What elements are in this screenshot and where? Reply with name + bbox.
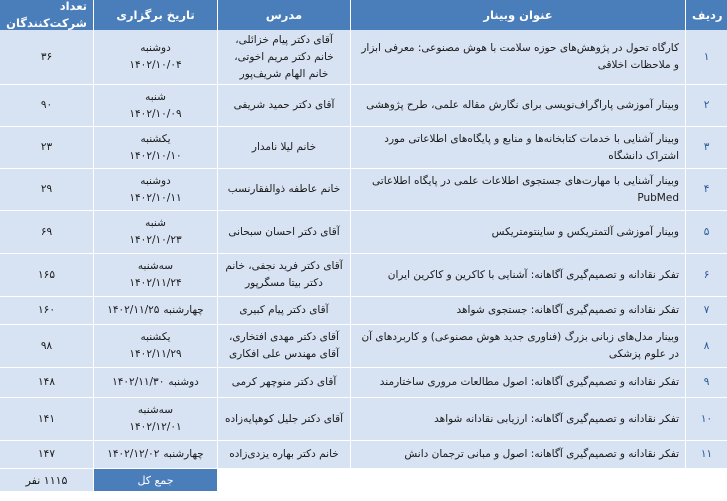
table-row (0, 169, 727, 211)
row-no: ۵ (685, 211, 727, 253)
row-title: وبینار آموزشی پاراگراف‌نویسی برای نگارش مقاله علمی، طرح پژوهشی (350, 85, 685, 126)
row-teacher: خانم دکتر بهاره یزدی‌زاده (217, 441, 350, 468)
row-teacher: آقای دکتر پیام کبیری (217, 297, 350, 324)
row-date-value: ۱۴۰۲/۱۱/۲۴ (129, 277, 182, 289)
row-count: ۳۶ (40, 50, 53, 63)
row-count: ۹۸ (40, 339, 53, 352)
row-date (93, 169, 217, 210)
summary-spacer (217, 469, 727, 491)
row-date (93, 368, 217, 397)
row-teacher: آقای دکتر حمید شریفی (217, 85, 350, 126)
row-no: ۹ (685, 368, 727, 397)
table-row (0, 297, 727, 325)
row-count: ۲۹ (40, 183, 53, 195)
row-date (93, 398, 217, 440)
table-row (0, 368, 727, 398)
row-no: ۱ (685, 30, 727, 84)
row-date-value: ۱۴۰۲/۱۲/۰۲ (107, 448, 160, 460)
row-date-value: ۱۴۰۲/۱۲/۰۱ (129, 421, 182, 433)
row-teacher: آقای دکتر جلیل کوهپایه‌زاده (217, 398, 350, 440)
row-no: ۶ (685, 254, 727, 296)
row-no: ۱۱ (685, 441, 727, 468)
row-title: تفکر نقادانه و تصمیم‌گیری آگاهانه: اصول و مبانی ترجمان دانش (350, 441, 685, 468)
row-no: ۸ (685, 325, 727, 367)
row-day: چهارشنبه (163, 304, 204, 316)
row-day: سه‌شنبه (137, 260, 174, 272)
row-no: ۲ (685, 85, 727, 126)
row-day: دوشنبه (168, 376, 199, 388)
table-row (0, 30, 727, 85)
header-teacher: مدرس (217, 0, 350, 30)
row-teacher: آقای دکتر منوچهر کرمی (217, 368, 350, 397)
row-teacher: آقای دکتر پیام خزائلی، خانم دکتر مریم اخوتی، خانم الهام شریف‌پور (217, 30, 350, 84)
row-date-value: ۱۴۰۲/۱۰/۱۰ (129, 149, 182, 162)
summary-label: جمع کل (93, 469, 217, 491)
row-date (93, 30, 217, 84)
row-date (93, 85, 217, 126)
row-date (93, 325, 217, 367)
table-header (0, 0, 727, 30)
row-title: وبینار آموزشی آلتمتریکس و ساینتومتریکس (350, 211, 685, 253)
row-count: ۲۳ (40, 141, 53, 153)
header-title: عنوان وبینار (350, 0, 685, 30)
row-teacher: آقای دکتر مهدی افتخاری، آقای مهندس علی افکاری (217, 325, 350, 367)
row-title: وبینار مدل‌های زبانی بزرگ (فناوری جدید هوش مصنوعی) و کاربردهای آن در علوم پزشکی (350, 325, 685, 367)
row-date-value: ۱۴۰۲/۱۰/۲۳ (129, 234, 182, 246)
row-teacher: آقای دکتر فرید نجفی، خانم دکتر بیتا مسگرپور (217, 254, 350, 296)
row-day: دوشنبه (140, 174, 171, 187)
row-day: دوشنبه (140, 42, 171, 54)
summary-value: ۱۱۱۵ نفر (0, 469, 93, 491)
row-date-value: ۱۴۰۲/۱۰/۰۹ (129, 107, 182, 120)
row-title: وبینار آشنایی با مهارت‌های جستجوی اطلاعات علمی در پایگاه اطلاعاتی PubMed (350, 169, 685, 210)
row-date (93, 254, 217, 296)
row-date-value: ۱۴۰۲/۱۰/۰۴ (129, 59, 182, 71)
row-teacher: خانم عاطفه ذوالفقارنسب (217, 169, 350, 210)
row-date-value: ۱۴۰۲/۱۰/۱۱ (129, 191, 182, 204)
table-row (0, 398, 727, 441)
row-date (93, 441, 217, 468)
row-title: تفکر نقادانه و تصمیم‌گیری آگاهانه: آشنایی با کاکرین و کاکرین ایران (350, 254, 685, 296)
row-title: تفکر نقادانه و تصمیم‌گیری آگاهانه: جستجوی شواهد (350, 297, 685, 324)
row-day: شنبه (145, 90, 166, 103)
row-date (93, 297, 217, 324)
header-date: تاریخ برگزاری (93, 0, 217, 30)
row-day: شنبه (145, 217, 166, 229)
summary-row (0, 469, 727, 491)
row-teacher: خانم لیلا نامدار (217, 127, 350, 168)
row-date-value: ۱۴۰۲/۱۱/۲۹ (129, 348, 182, 360)
row-day: چهارشنبه (163, 448, 204, 460)
row-count: ۱۴۱ (38, 412, 55, 425)
row-count: ۱۶۰ (38, 304, 55, 316)
row-title: تفکر نقادانه و تصمیم‌گیری آگاهانه: ارزیابی نقادانه شواهد (350, 398, 685, 440)
row-no: ۳ (685, 127, 727, 168)
row-date-value: ۱۴۰۲/۱۱/۲۵ (107, 304, 160, 316)
row-day: سه‌شنبه (137, 404, 174, 416)
table-row (0, 254, 727, 297)
table-row (0, 325, 727, 368)
header-no: ردیف (685, 0, 727, 30)
row-day: یکشنبه (140, 132, 171, 145)
table-row (0, 211, 727, 254)
row-count: ۶۹ (40, 225, 53, 238)
row-no: ۴ (685, 169, 727, 210)
row-day: یکشنبه (140, 331, 171, 343)
table-row (0, 441, 727, 469)
table-row (0, 85, 727, 127)
header-count: تعداد شرکت‌کنندگان (6, 0, 87, 30)
row-title: وبینار آشنایی با خدمات کتابخانه‌ها و منابع و پایگاه‌های اطلاعاتی مورد اشتراک دانشگاه (350, 127, 685, 168)
row-title: تفکر نقادانه و تصمیم‌گیری آگاهانه: اصول مطالعات مروری ساختارمند (350, 368, 685, 397)
row-title: کارگاه تحول در پژوهش‌های حوزه سلامت با هوش مصنوعی: معرفی ابزار و ملاحظات اخلاقی (350, 30, 685, 84)
row-count: ۱۴۷ (38, 448, 55, 460)
row-no: ۷ (685, 297, 727, 324)
row-count: ۱۶۵ (38, 268, 55, 281)
row-date-value: ۱۴۰۲/۱۱/۳۰ (112, 376, 165, 388)
row-date (93, 211, 217, 253)
row-no: ۱۰ (685, 398, 727, 440)
table-row (0, 127, 727, 169)
row-count: ۱۴۸ (38, 376, 55, 388)
row-teacher: آقای دکتر احسان سبحانی (217, 211, 350, 253)
row-date (93, 127, 217, 168)
row-count: ۹۰ (40, 99, 53, 111)
